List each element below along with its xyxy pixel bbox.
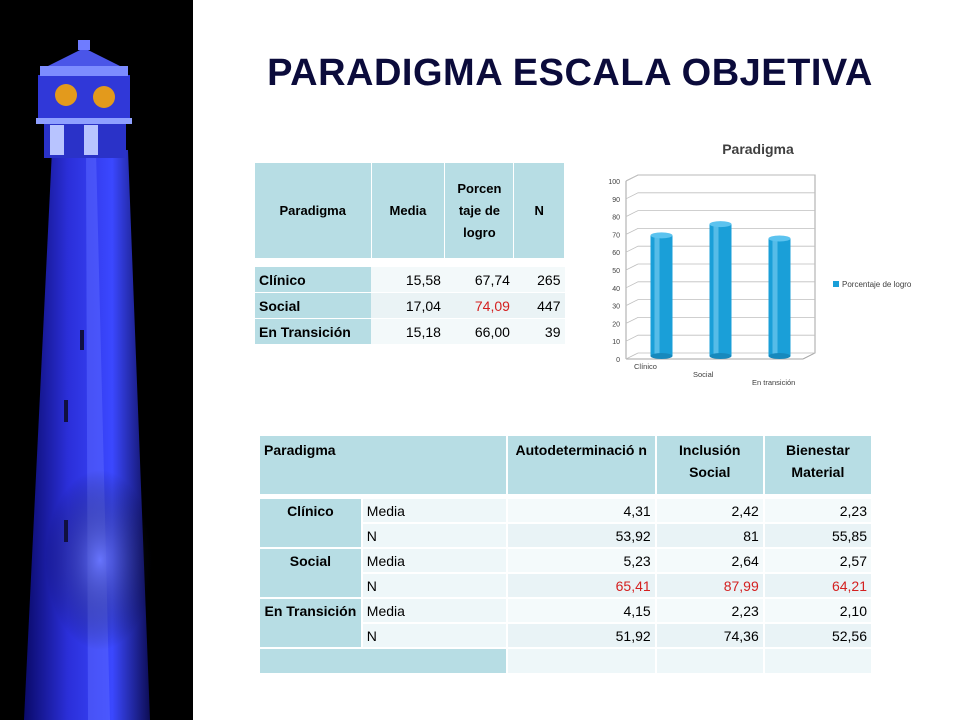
bar-base (710, 353, 732, 359)
media-cell: 17,04 (371, 293, 445, 319)
col-header-media: Media (371, 163, 445, 258)
bar-highlight (773, 239, 778, 356)
n-cell: 39 (514, 319, 565, 345)
bar-highlight (714, 224, 719, 356)
bar-cap (710, 221, 732, 227)
value-cell: 2,23 (764, 498, 872, 523)
group-label: En Transición (260, 598, 362, 648)
col-header-porcentaje: Porcen taje de logro (445, 163, 514, 258)
stat-label: Media (362, 598, 507, 623)
chart-svg (593, 135, 933, 405)
gridline (626, 211, 815, 217)
value-cell: 2,57 (764, 548, 872, 573)
summary-table (255, 163, 565, 345)
pct-cell: 67,74 (445, 267, 514, 293)
col-header-paradigma: Paradigma (260, 436, 507, 494)
y-tick-label: 40 (612, 285, 620, 293)
x-tick-label: En transición (752, 378, 796, 387)
stat-label: N (362, 573, 507, 598)
stat-label: N (362, 523, 507, 548)
y-tick-labels (608, 179, 620, 364)
gridline (626, 175, 815, 181)
table-row-empty (260, 648, 872, 674)
chart-legend (833, 280, 912, 289)
bar (769, 239, 791, 356)
y-tick-label: 90 (612, 196, 620, 204)
table-row (255, 267, 565, 293)
table-row (260, 598, 872, 623)
value-cell: 2,10 (764, 598, 872, 623)
bar-chart (593, 135, 933, 405)
col-header-autodeterminacion: Autodeterminació n (507, 436, 656, 494)
col-header-n: N (514, 163, 565, 258)
bar (651, 235, 673, 356)
row-label: Clínico (255, 267, 371, 293)
legend-swatch (833, 281, 839, 287)
table-row (260, 548, 872, 573)
value-cell: 4,31 (507, 498, 656, 523)
col-header-bienestar: Bienestar Material (764, 436, 872, 494)
y-tick-label: 10 (612, 339, 620, 347)
value-cell: 87,99 (656, 573, 764, 598)
y-tick-label: 0 (616, 357, 620, 364)
bar (710, 224, 732, 356)
pct-cell: 66,00 (445, 319, 514, 345)
value-cell: 5,23 (507, 548, 656, 573)
empty-cell (507, 648, 656, 674)
table-row (260, 498, 872, 523)
gridline (626, 193, 815, 199)
bar-cap (651, 232, 673, 238)
media-cell: 15,18 (371, 319, 445, 345)
y-tick-label: 60 (612, 250, 620, 258)
bar-base (651, 353, 673, 359)
stat-label: Media (362, 548, 507, 573)
x-tick-labels (634, 362, 795, 387)
photo-divider (193, 0, 196, 720)
n-cell: 447 (514, 293, 565, 319)
value-cell: 4,15 (507, 598, 656, 623)
empty-cell (656, 648, 764, 674)
empty-cell (260, 648, 507, 674)
value-cell: 51,92 (507, 623, 656, 648)
group-label: Clínico (260, 498, 362, 548)
clock-tower-photo (0, 0, 193, 720)
legend-label: Porcentaje de logro (842, 280, 912, 289)
value-cell: 55,85 (764, 523, 872, 548)
pct-cell: 74,09 (445, 293, 514, 319)
bar-cap (769, 236, 791, 242)
value-cell: 64,21 (764, 573, 872, 598)
group-label: Social (260, 548, 362, 598)
table-row (255, 319, 565, 345)
x-tick-label: Clínico (634, 362, 657, 371)
bar-highlight (655, 235, 660, 356)
clock-tower-illustration (0, 0, 193, 720)
y-tick-label: 50 (612, 268, 620, 275)
value-cell: 65,41 (507, 573, 656, 598)
table-row (255, 293, 565, 319)
row-label: En Transición (255, 319, 371, 345)
value-cell: 74,36 (656, 623, 764, 648)
row-label: Social (255, 293, 371, 319)
dimension-table (260, 436, 873, 675)
chart-bars (651, 221, 791, 359)
value-cell: 53,92 (507, 523, 656, 548)
chart-title: Paradigma (722, 141, 794, 157)
value-cell: 2,64 (656, 548, 764, 573)
stat-label: Media (362, 498, 507, 523)
value-cell: 2,23 (656, 598, 764, 623)
y-tick-label: 20 (612, 321, 620, 329)
col-header-inclusion: Inclusión Social (656, 436, 764, 494)
media-cell: 15,58 (371, 267, 445, 293)
value-cell: 52,56 (764, 623, 872, 648)
y-tick-label: 80 (612, 214, 620, 222)
value-cell: 2,42 (656, 498, 764, 523)
y-tick-label: 70 (612, 232, 620, 240)
col-header-paradigma: Paradigma (255, 163, 371, 258)
x-tick-label: Social (693, 370, 714, 379)
empty-cell (764, 648, 872, 674)
stat-label: N (362, 623, 507, 648)
n-cell: 265 (514, 267, 565, 293)
page-title: PARADIGMA ESCALA OBJETIVA (267, 52, 873, 94)
y-tick-label: 30 (612, 303, 620, 311)
bar-base (769, 353, 791, 359)
value-cell: 81 (656, 523, 764, 548)
y-tick-label: 100 (608, 179, 620, 186)
